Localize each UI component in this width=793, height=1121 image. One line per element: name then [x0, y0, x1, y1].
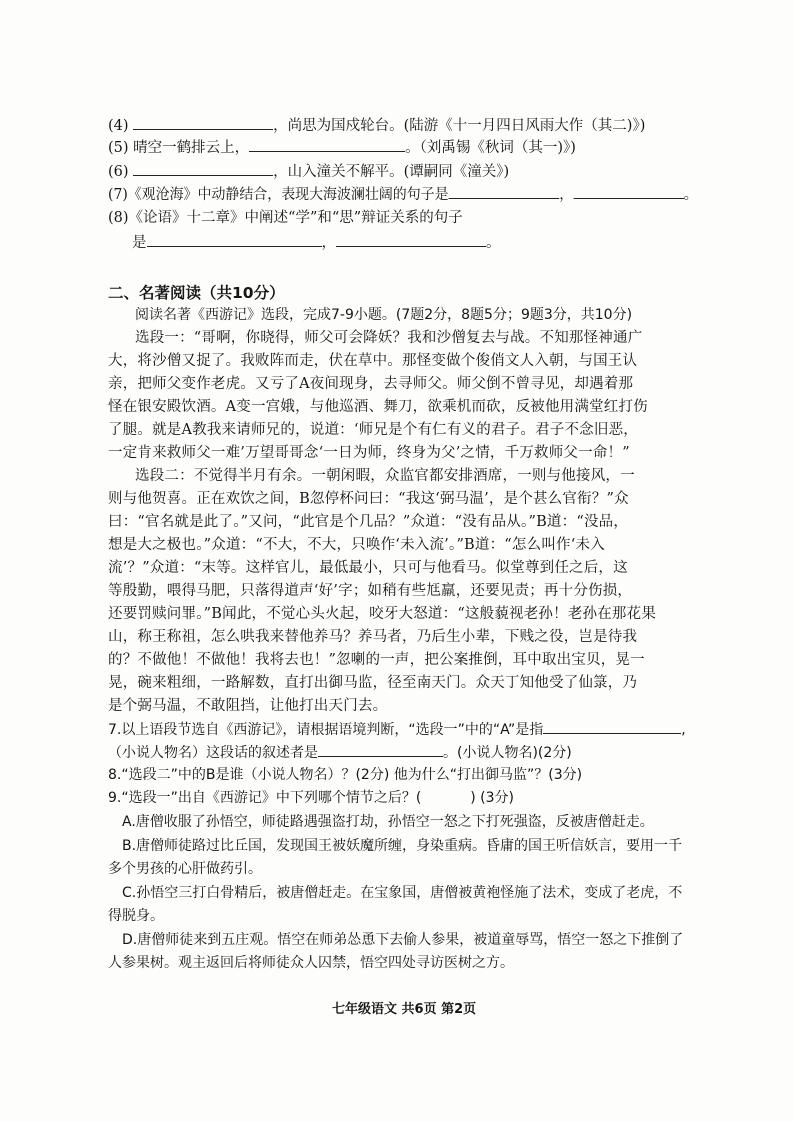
- answer-blank[interactable]: [573, 184, 684, 199]
- fill-in-q6: [108, 161, 509, 182]
- passage-line: 选段一：“哥啊，你晓得，师父可会降妖？我和沙僧复去与战。不知那怪神通广: [135, 330, 643, 346]
- fill-in-q8-answer: [132, 232, 501, 253]
- q9-tail: ) (3分): [470, 790, 514, 806]
- page-footer: 七年级语文 共6页 第2页: [332, 1002, 477, 1017]
- q5-tail: 。（刘禹锡《秋词（其一)》): [405, 140, 576, 156]
- passage-line: 还要罚赎问罪。”B闻此，不觉心头火起，咬牙大怒道：“这般藐视老孙！老孙在那花果: [108, 606, 657, 622]
- answer-blank[interactable]: [249, 137, 405, 152]
- q4-label: (4): [108, 118, 129, 134]
- answer-blank[interactable]: [336, 232, 486, 247]
- option-b-cont: 多个男孩的心肝做药引。: [108, 861, 262, 877]
- passage-line: 曰：“官名就是此了。”又问，“此官是个几品？”众道：“没有品从。”B道：“没品，: [108, 514, 629, 530]
- q7-sep: ，: [559, 187, 574, 203]
- passage-line: 选段二：不觉得半月有余。一朝闲暇，众监官都安排酒席，一则与他接风，一: [135, 468, 635, 484]
- q7-head: (7)《观沧海》中动静结合，表现大海波澜壮阔的句子是: [108, 187, 449, 203]
- q6-label: (6): [108, 164, 129, 180]
- answer-blank[interactable]: [133, 161, 273, 176]
- answer-blank[interactable]: [543, 719, 681, 734]
- fill-in-q4: [108, 115, 645, 136]
- section-title: 二、名著阅读（共10分）: [108, 284, 285, 302]
- passage-line: 的？不做他！不做他！我将去也！”忽喇的一声，把公案推倒，耳中取出宝贝，晃一: [108, 652, 645, 668]
- passage-line: 一定肯来救师父一难’万望哥哥念‘一日为师，终身为父’之情，千万救师父一命！”: [108, 445, 630, 461]
- option-c: C.孙悟空三打白骨精后，被唐僧赶走。在宝象国，唐僧被黄袍怪施了法术，变成了老虎，不: [122, 885, 683, 901]
- option-b: B.唐僧师徒路过比丘国，发现国王被妖魔所缠，身染重病。昏庸的国王听信妖言，要用一千: [122, 838, 683, 854]
- passage-line: 怪在银安殿饮酒。A变一宫娥，与他巡酒、舞刀，欲乘机而砍，反被他用满堂红打伤: [108, 399, 648, 415]
- question-7: 7.以上语段节选自《西游记》，请根据语境判断，“选段一”中的“A”是指 ,: [108, 719, 686, 740]
- q9-head: 9.“选段一”出自《西游记》中下列哪个情节之后？(: [108, 790, 422, 806]
- q8-sep: ，: [321, 235, 336, 251]
- q6-tail: ，山入潼关不解平。(谭嗣同《潼关》): [273, 164, 510, 180]
- q7-text: 7.以上语段节选自《西游记》，请根据语境判断，“选段一”中的“A”是指: [108, 722, 544, 738]
- answer-blank[interactable]: [147, 232, 322, 247]
- option-c-cont: 得脱身。: [108, 908, 164, 924]
- passage-line: 则与他贺喜。正在欢饮之间，B忽停杯问曰：“我这‘弼马温’，是个甚么官衔？”众: [108, 491, 629, 507]
- q4-tail: ，尚思为国戍轮台。(陆游《十一月四日风雨大作（其二)》): [273, 118, 646, 134]
- question-7-cont: [108, 742, 572, 763]
- q8-shi: 是: [132, 235, 147, 251]
- passage-line: 亲，把师父变作老虎。又亏了A夜间现身，去寻师父。师父倒不曾寻见，却遇着那: [108, 376, 634, 392]
- passage-line: 想是大之极也。”众道：“不大，不大，只唤作‘未入流’。”B道：“怎么叫作‘未入: [108, 537, 605, 553]
- passage-line: 了腿。就是A教我来请师兄的，说道：‘师兄是个有仁有义的君子。君子不念旧恶，: [108, 422, 638, 438]
- q5-head: (5) 晴空一鹤排云上，: [108, 140, 250, 156]
- passage-line: 流’？”众道：“末等。这样官儿，最低最小，只可与他看马。似堂尊到任之后，这: [108, 560, 628, 576]
- answer-blank[interactable]: [449, 184, 560, 199]
- passage-line: 晃，碗来粗细，一路解数，直打出御马监，径至南天门。众天丁知他受了仙箓，乃: [108, 675, 638, 691]
- option-d-cont: 人参果树。观主返回后将师徒众人囚禁，悟空四处寻访医树之方。: [108, 955, 514, 971]
- passage-line: 大，将沙僧又捉了。我败阵而走，伏在草中。那怪变做个俊俏文人入朝，与国王认: [108, 353, 638, 369]
- passage-line: 是个弼马温，不敢阻挡，让他打出天门去。: [108, 698, 388, 714]
- passage-line: 山，称王称祖，怎么哄我来替他养马？养马者，乃后生小辈，下贱之役，岂是待我: [108, 629, 638, 645]
- option-d: D.唐僧师徒来到五庄观。悟空在师弟怂恿下去偷人参果，被道童辱骂，悟空一怒之下推倒了: [122, 932, 684, 948]
- passage-line: 等殷勤，喂得马肥，只落得道声‘好’字；如稍有些尪羸，还要见责；再十分伤损，: [108, 583, 633, 599]
- q7-cont-head: （小说人物名）这段话的叙述者是: [108, 745, 318, 761]
- question-9: [108, 788, 514, 808]
- q7-end: 。: [683, 187, 698, 203]
- answer-blank[interactable]: [133, 115, 273, 130]
- answer-blank[interactable]: [318, 742, 443, 757]
- section-intro: 阅读名著《西游记》选段，完成7-9小题。(7题2分，8题5分；9题3分，共10分): [135, 307, 633, 323]
- q8-head: (8)《论语》十二章》中阐述“学”和“思”辩证关系的句子: [108, 210, 463, 226]
- question-8: 8.“选段二”中的B是谁（小说人物名）？(2分) 他为什么“打出御马监”？(3分): [108, 767, 583, 783]
- fill-in-q8: [108, 208, 463, 228]
- fill-in-q5: [108, 137, 576, 158]
- fill-in-q7: [108, 184, 698, 205]
- option-a: A.唐僧收服了孙悟空，师徒路遇强盗打劫，孙悟空一怒之下打死强盗，反被唐僧赶走。: [122, 814, 654, 830]
- q7-cont-tail: 。(小说人物名)(2分): [443, 745, 572, 761]
- q8-end: 。: [486, 235, 501, 251]
